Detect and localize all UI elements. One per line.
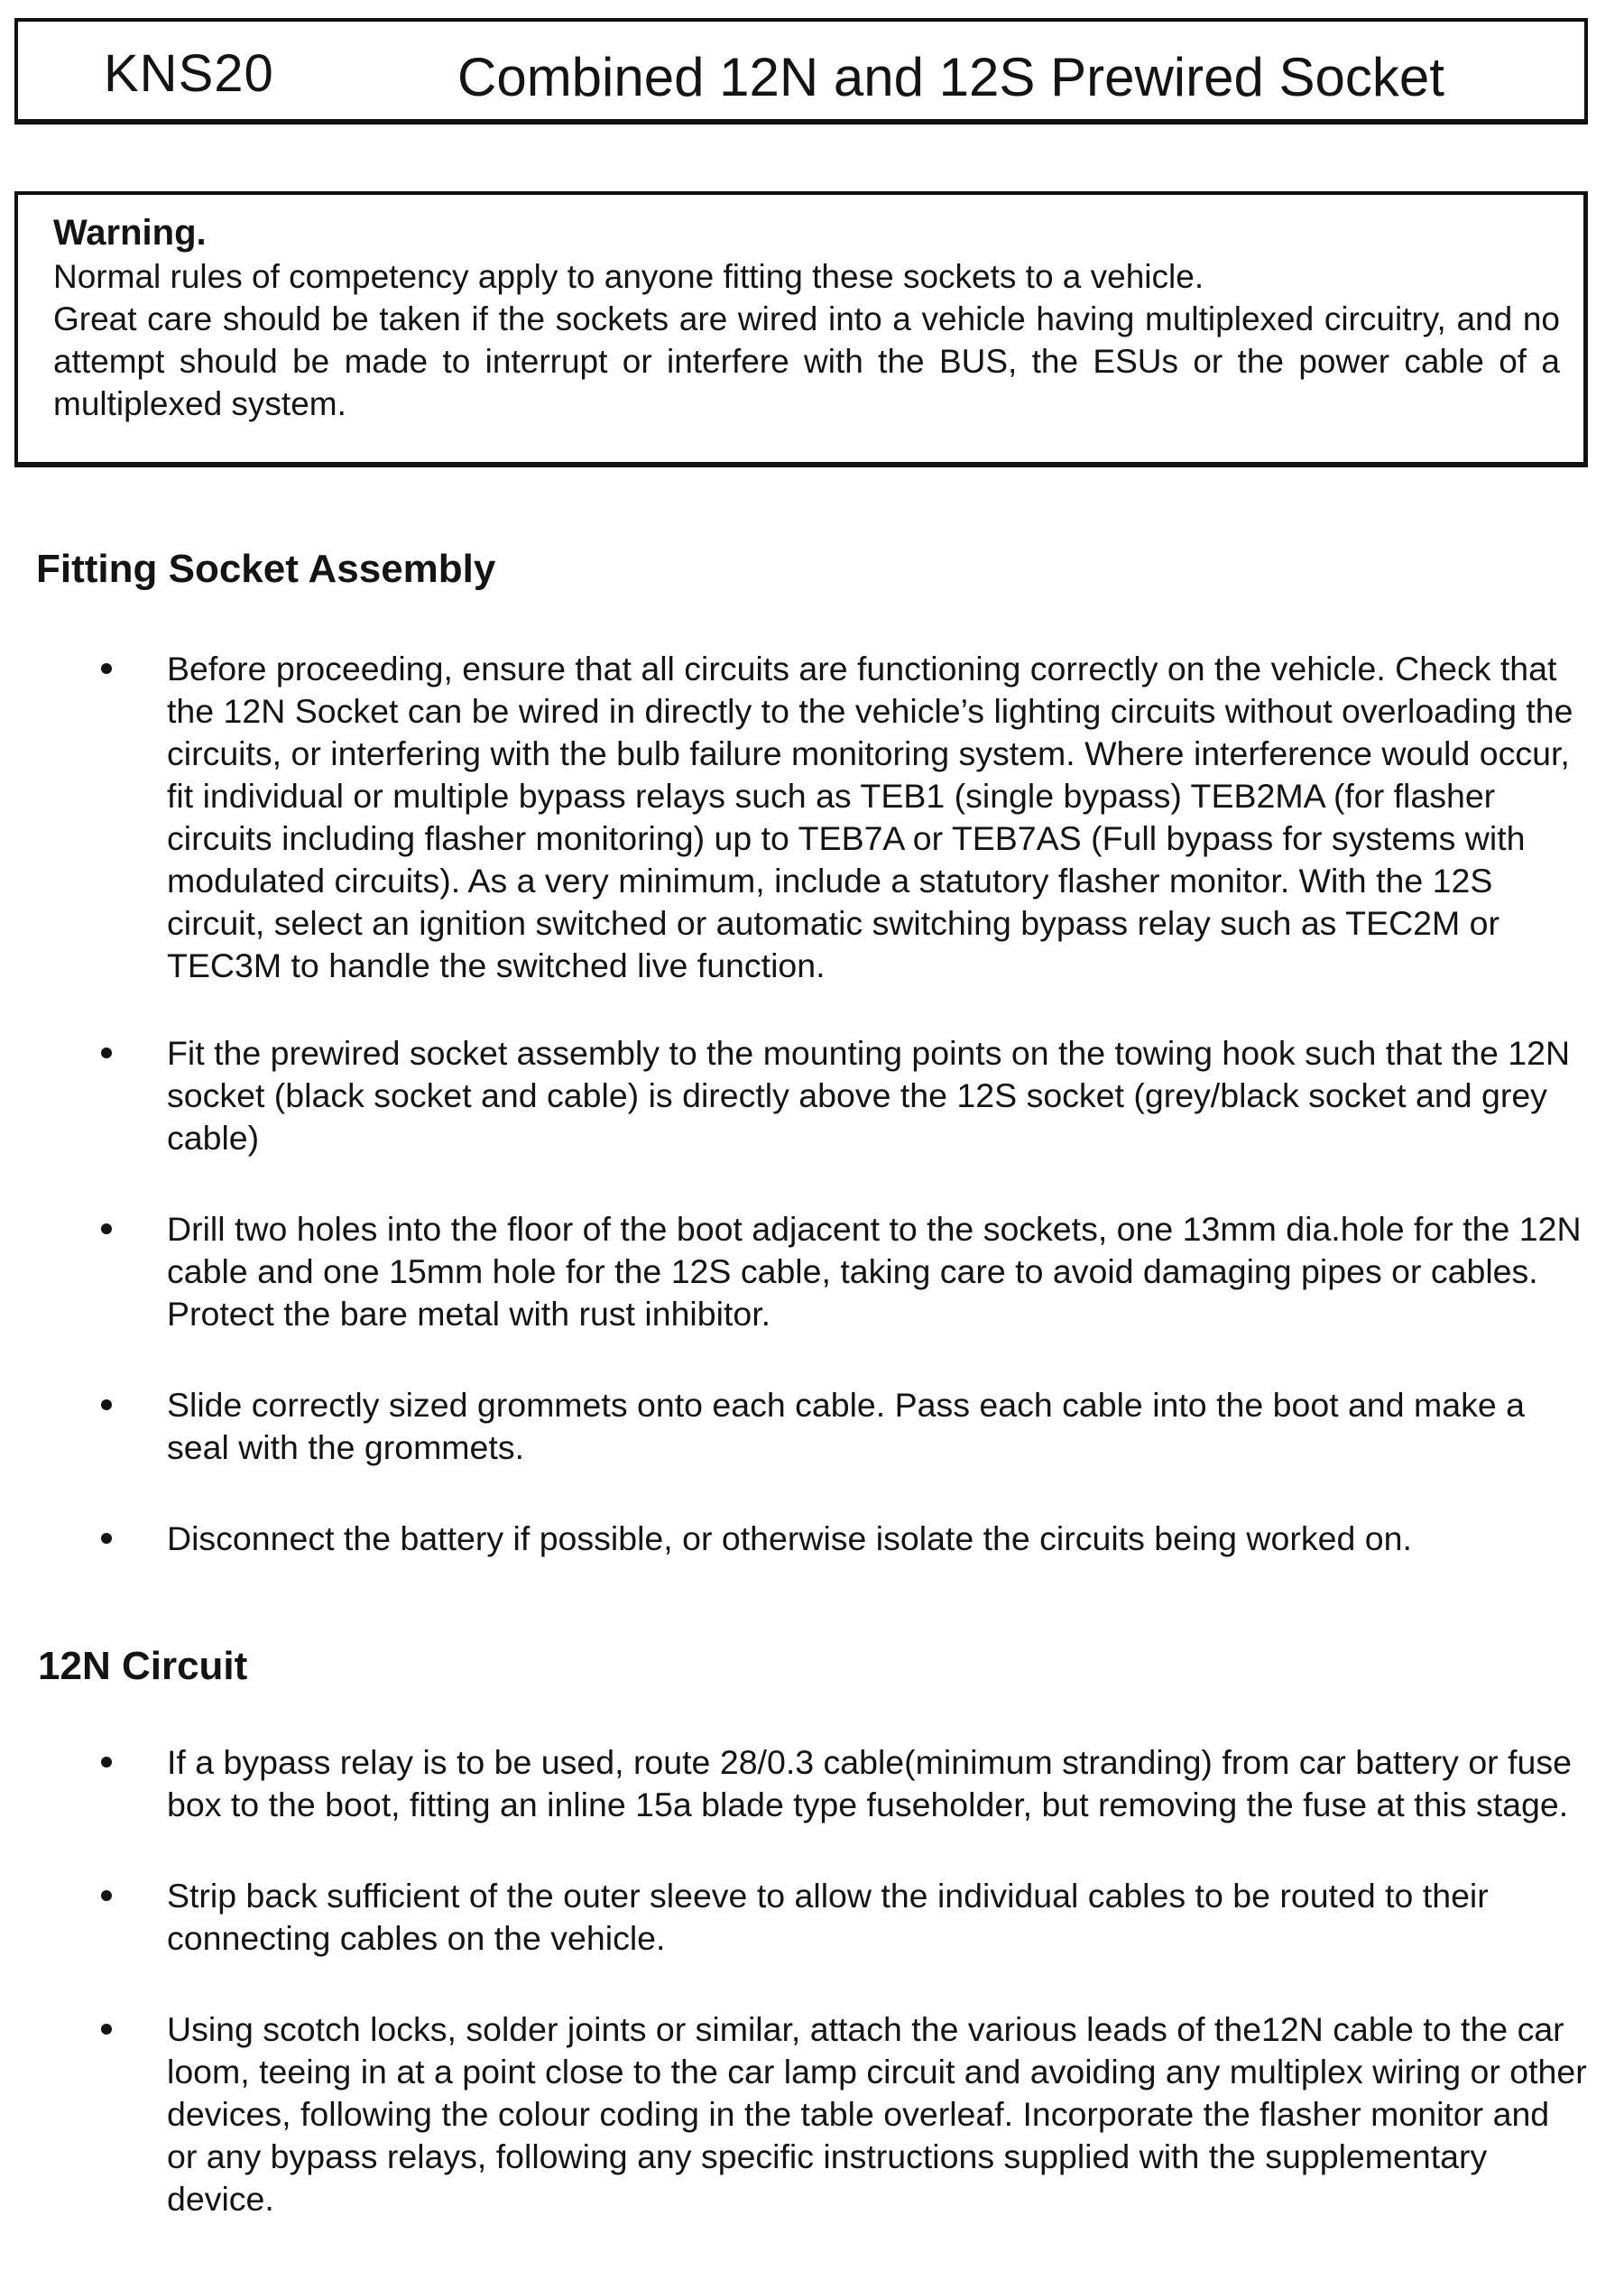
bullet-icon xyxy=(101,1533,112,1544)
warning-title: Warning. xyxy=(53,213,207,253)
list-item-text: Using scotch locks, solder joints or similar, attach the various leads of the12N cable to the car loom, teeing in at a point close to the car lamp circuit and avoiding any multiplex wiring or other devices, following the colour coding in the table overleaf. Incorporate the flasher monitor and or any bypass relays, following any specific instructions supplied with the supplementary device. xyxy=(167,2010,1587,2218)
fitting-steps-list xyxy=(0,648,1624,1560)
warning-body xyxy=(53,255,1560,425)
12n-circuit-steps-list xyxy=(0,1741,1624,2220)
list-item xyxy=(0,1032,1624,1159)
list-item-text: Slide correctly sized grommets onto each cable. Pass each cable into the boot and make a seal with the grommets. xyxy=(167,1386,1525,1466)
list-item-text: Before proceeding, ensure that all circuits are functioning correctly on the vehicle. Check that the 12N Socket can be wired in directly to the vehicle’s lighting circuits without overloading the circuits, or interfering with the bulb failure monitoring system. Where interference would occur, fit individual or multiple bypass relays such as TEB1 (single bypass) TEB2MA (for flasher circuits including flasher monitoring) up to TEB7A or TEB7AS (Full bypass for systems with modulated circuits). As a very minimum, include a statutory flasher monitor. With the 12S circuit, select an ignition switched or automatic switching bypass relay such as TEC2M or TEC3M to handle the switched live function. xyxy=(167,650,1573,984)
list-item-text: Drill two holes into the floor of the boot adjacent to the sockets, one 13mm dia.hole for the 12N cable and one 15mm hole for the 12S cable, taking care to avoid damaging pipes or cables. Protect the bare metal with rust inhibitor. xyxy=(167,1210,1582,1333)
bullet-icon xyxy=(101,1890,112,1901)
warning-line: Great care should be taken if the sockets are wired into a vehicle having multiplexed circuitry, and no attempt should be made to interrupt or interfere with the BUS, the ESUs or the power cable of a multiplexed system. xyxy=(53,300,1560,422)
warning-box xyxy=(14,191,1588,467)
document-title: Combined 12N and 12S Prewired Socket xyxy=(457,47,1444,107)
title-box xyxy=(14,18,1588,125)
warning-line: Normal rules of competency apply to anyone fitting these sockets to a vehicle. xyxy=(53,258,1204,295)
list-item xyxy=(0,1384,1624,1469)
bullet-icon xyxy=(101,1399,112,1410)
product-code: KNS20 xyxy=(104,44,274,103)
bullet-icon xyxy=(101,1757,112,1768)
bullet-icon xyxy=(101,2024,112,2035)
list-item-text: Disconnect the battery if possible, or otherwise isolate the circuits being worked on. xyxy=(167,1519,1412,1557)
list-item-text: Strip back sufficient of the outer sleeve to allow the individual cables to be routed to their connecting cables on the vehicle. xyxy=(167,1877,1489,1957)
list-item xyxy=(0,648,1624,987)
bullet-icon xyxy=(101,663,112,674)
list-item xyxy=(0,1875,1624,1960)
bullet-icon xyxy=(101,1223,112,1234)
list-item xyxy=(0,1518,1624,1560)
bullet-icon xyxy=(101,1048,112,1058)
list-item-text: If a bypass relay is to be used, route 28/0.3 cable(minimum stranding) from car battery or fuse box to the boot, fitting an inline 15a blade type fuseholder, but removing the fuse at this stage. xyxy=(167,1743,1572,1823)
list-item xyxy=(0,2008,1624,2220)
list-item xyxy=(0,1208,1624,1335)
list-item-text: Fit the prewired socket assembly to the mounting points on the towing hook such that the 12N socket (black socket and cable) is directly above the 12S socket (grey/black socket and grey cable) xyxy=(167,1034,1571,1157)
list-item xyxy=(0,1741,1624,1826)
section-heading-fitting-socket-assembly: Fitting Socket Assembly xyxy=(36,547,496,591)
section-heading-12n-circuit: 12N Circuit xyxy=(38,1644,248,1688)
